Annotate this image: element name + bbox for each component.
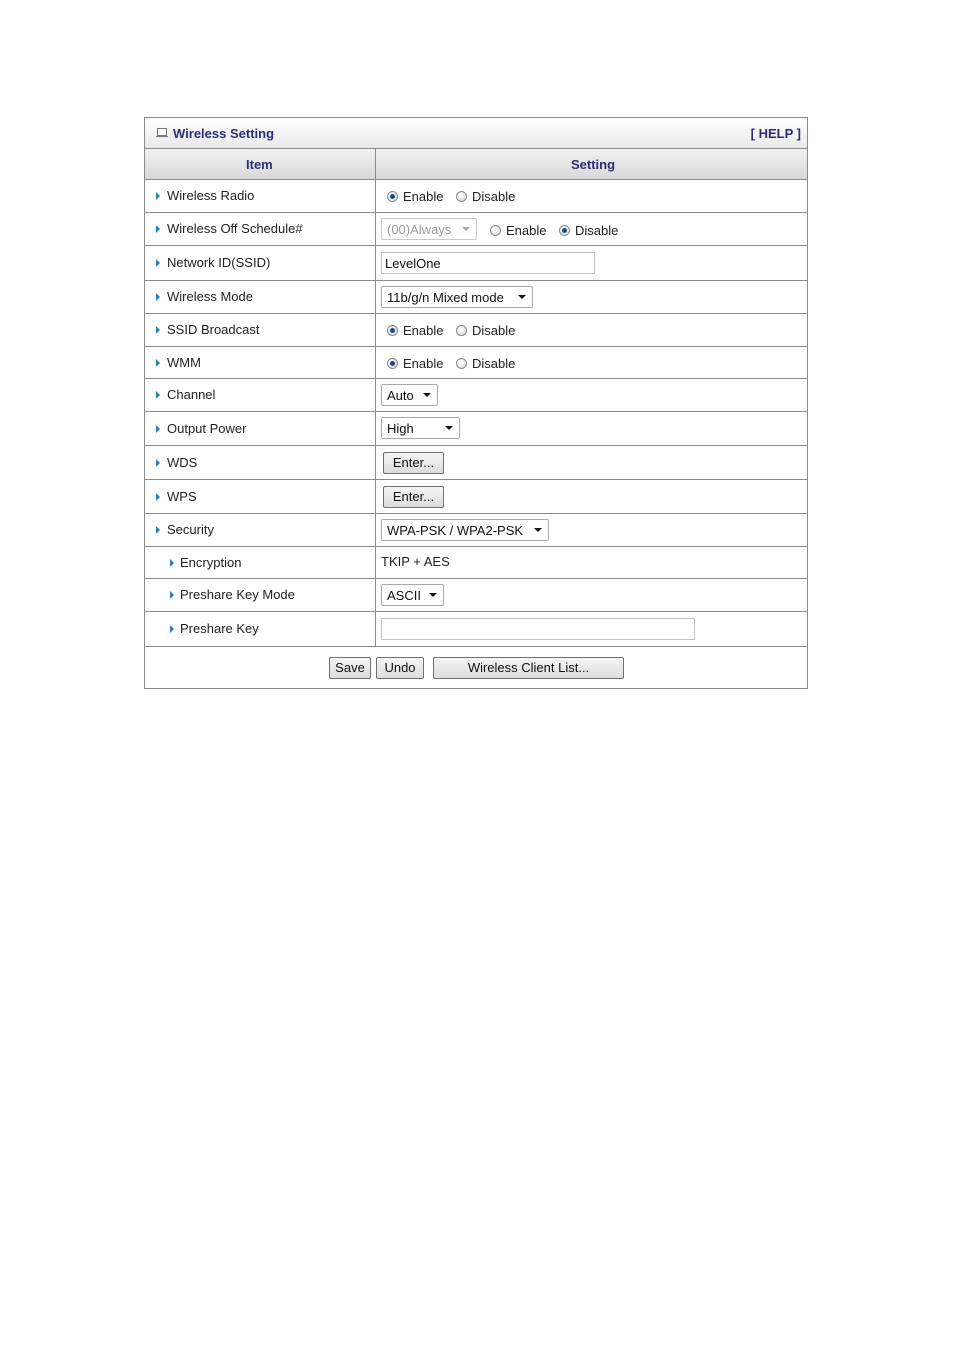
preshare-key-mode-select-value: ASCII (387, 588, 421, 603)
wireless-mode-select-value: 11b/g/n Mixed mode (387, 290, 504, 305)
ssid-label: Network ID(SSID) (167, 255, 271, 270)
wireless-client-list-button[interactable]: Wireless Client List... (433, 657, 624, 679)
panel-title: Wireless Setting (173, 126, 275, 141)
chevron-down-icon (445, 426, 453, 430)
channel-select-value: Auto (387, 388, 414, 403)
wps-enter-button[interactable]: Enter... (383, 486, 444, 508)
off-schedule-disable-radio[interactable] (559, 225, 570, 236)
off-schedule-label: Wireless Off Schedule# (167, 221, 303, 236)
preshare-key-mode-select[interactable] (381, 584, 444, 606)
wmm-disable-label: Disable (472, 356, 516, 371)
encryption-label: Encryption (180, 554, 242, 570)
wireless-radio-enable-label: Enable (403, 189, 444, 204)
off-schedule-enable-radio[interactable] (490, 225, 501, 236)
row-wireless-mode (145, 281, 807, 314)
row-wireless-off-schedule (145, 213, 807, 246)
off-schedule-enable-label: Enable (506, 223, 547, 238)
channel-select[interactable] (381, 384, 438, 406)
bullet-arrow-icon (156, 192, 160, 200)
bullet-arrow-icon (156, 326, 160, 334)
off-schedule-select-value: (00)Always (387, 222, 452, 237)
column-header-setting: Setting (571, 157, 616, 172)
row-wps (145, 480, 807, 514)
bullet-arrow-icon (156, 391, 160, 399)
bullet-arrow-icon (156, 526, 160, 534)
output-power-label: Output Power (167, 420, 247, 436)
bullet-arrow-icon (170, 591, 174, 599)
wireless-radio-label: Wireless Radio (167, 188, 255, 203)
ssid-broadcast-label: SSID Broadcast (167, 322, 260, 337)
chevron-down-icon (462, 227, 470, 231)
wps-label: WPS (167, 488, 197, 504)
panel-title-bar (145, 118, 807, 149)
output-power-select-value: High (387, 421, 414, 436)
bullet-arrow-icon (156, 493, 160, 501)
security-select[interactable] (381, 519, 549, 541)
save-button[interactable]: Save (329, 657, 371, 679)
encryption-value: TKIP + AES (381, 554, 450, 569)
row-output-power (145, 412, 807, 446)
bullet-arrow-icon (156, 425, 160, 433)
wireless-radio-disable-label: Disable (472, 189, 516, 204)
wmm-label: WMM (167, 354, 201, 370)
ssid-input-value: LevelOne (385, 256, 441, 271)
output-power-select[interactable] (381, 417, 460, 439)
ssid-broadcast-disable-label: Disable (472, 323, 516, 338)
row-preshare-key (145, 612, 807, 647)
table-header (145, 149, 807, 180)
wmm-enable-radio[interactable] (387, 358, 398, 369)
row-encryption (145, 547, 807, 579)
security-select-value: WPA-PSK / WPA2-PSK (387, 523, 524, 538)
wireless-mode-label: Wireless Mode (167, 289, 253, 304)
undo-button[interactable]: Undo (376, 657, 424, 679)
row-wds (145, 446, 807, 480)
row-wmm (145, 347, 807, 379)
column-header-item: Item (246, 157, 273, 172)
ssid-broadcast-enable-label: Enable (403, 323, 444, 338)
wireless-radio-enable-radio[interactable] (387, 191, 398, 202)
bullet-arrow-icon (156, 293, 160, 301)
bullet-arrow-icon (156, 359, 160, 367)
wireless-setting-panel (144, 117, 808, 689)
preshare-key-mode-label: Preshare Key Mode (180, 587, 295, 602)
chevron-down-icon (534, 528, 542, 532)
ssid-broadcast-disable-radio[interactable] (456, 325, 467, 336)
row-channel (145, 379, 807, 412)
preshare-key-label: Preshare Key (180, 621, 259, 636)
preshare-key-input[interactable] (381, 618, 695, 640)
row-network-id (145, 246, 807, 281)
chevron-down-icon (429, 593, 437, 597)
window-icon (157, 128, 167, 136)
row-security (145, 514, 807, 547)
bullet-arrow-icon (156, 459, 160, 467)
row-preshare-key-mode (145, 579, 807, 612)
row-ssid-broadcast (145, 314, 807, 347)
off-schedule-disable-label: Disable (575, 223, 619, 238)
help-link[interactable]: [ HELP ] (750, 126, 801, 141)
chevron-down-icon (423, 393, 431, 397)
off-schedule-select[interactable] (381, 218, 477, 240)
security-label: Security (167, 522, 214, 537)
channel-label: Channel (167, 387, 216, 402)
wmm-enable-label: Enable (403, 356, 444, 371)
bullet-arrow-icon (156, 225, 160, 233)
wireless-mode-select[interactable] (381, 286, 533, 308)
chevron-down-icon (518, 295, 526, 299)
wmm-disable-radio[interactable] (456, 358, 467, 369)
row-wireless-radio (145, 180, 807, 213)
ssid-broadcast-enable-radio[interactable] (387, 325, 398, 336)
wds-label: WDS (167, 454, 198, 470)
bullet-arrow-icon (170, 625, 174, 633)
wireless-radio-disable-radio[interactable] (456, 191, 467, 202)
wds-enter-button[interactable]: Enter... (383, 452, 444, 474)
bullet-arrow-icon (156, 259, 160, 267)
action-bar (145, 647, 807, 688)
ssid-input[interactable] (381, 252, 595, 274)
bullet-arrow-icon (170, 559, 174, 567)
